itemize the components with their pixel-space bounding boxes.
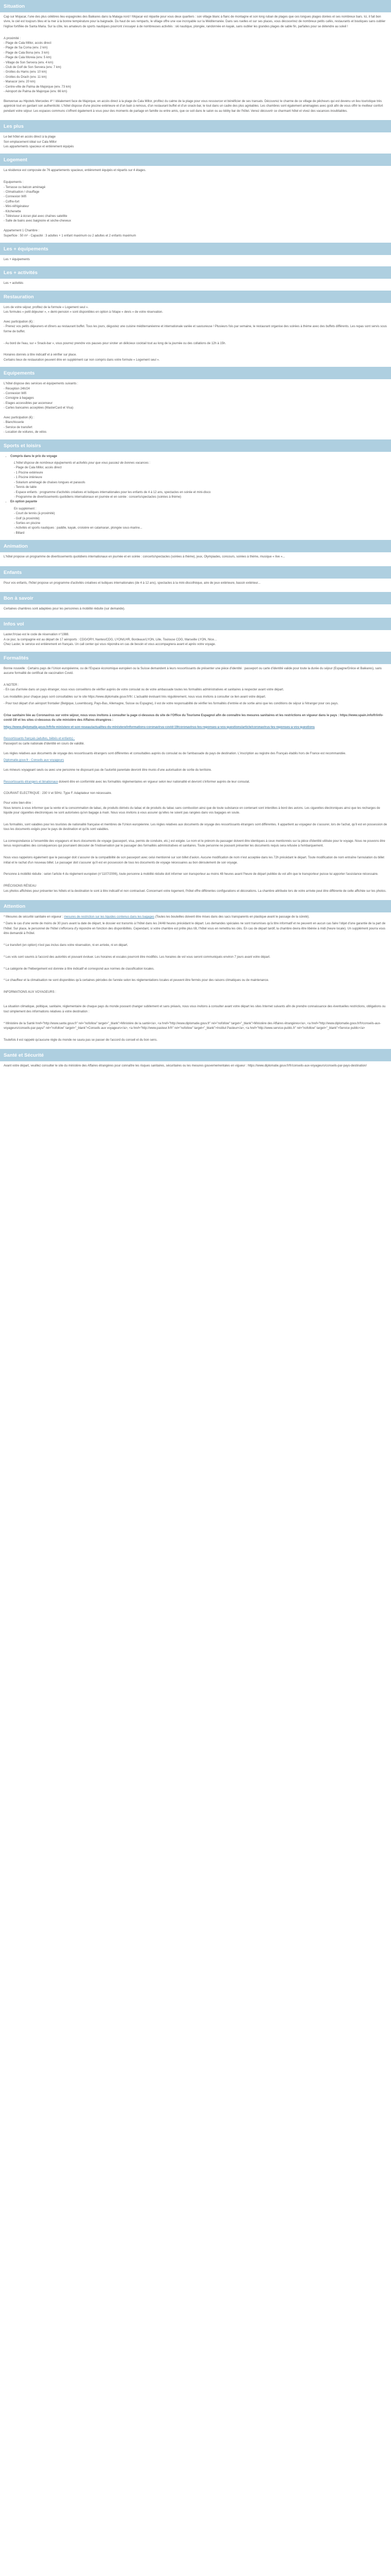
formalites-network-label: PRÉCISIONS RÉSEAU [4, 885, 37, 888]
sports-paid-body [4, 507, 387, 536]
logement-equip-item: - Climatisation / chauffage [4, 190, 40, 194]
section-logement [0, 166, 391, 243]
plus-item: Le bel hôtel en accès direct à la plage [4, 135, 56, 139]
sante-text: Avant votre départ, veuillez consulter le site du ministère des Affaires étrangères pour connaître les risques sanitaires, sécuritaires ou les mesures gouvernementales en vigueur : https://www.diplomatie.gouv.fr/fr/conseils-aux-voyageurs/conseils-par-pays-destination/ [4, 1064, 367, 1068]
equipements-list [4, 387, 387, 411]
sports-included-item: - Solarium aménagé de chaises longues et parasols [14, 481, 86, 484]
sports-included-item: - Plage de Cala Millor, accès direct [14, 466, 62, 470]
sports-paid-item: - Activités et sports nautiques : paddle, kayak, croisière en catamaran, plongée sous-marine... [14, 527, 142, 530]
sports-included-body [4, 461, 387, 500]
proximity-item: - Club de Golf de Son Servera (env. 7 km) [4, 66, 61, 70]
section-header-restauration: Restauration [0, 291, 391, 303]
sports-paid-label: En supplément : [14, 507, 37, 511]
formalites-electricity: COURANT ELECTRIQUE : 230 V et 50Hz. Type F. Adaptateur non nécessaire. [4, 792, 112, 795]
section-infos-vol [0, 630, 391, 651]
section-restauration [0, 303, 391, 367]
section-header-situation: Situation [0, 0, 391, 12]
section-header-formalites: Formalités [0, 652, 391, 664]
sports-included-intro: L'hôtel dispose de nombreux équipements et activités pour que vous passiez de bonnes vacances : [14, 462, 151, 465]
formalites-border-airport: - Pour tout départ d'un aéroport frontalier (Belgique, Luxembourg, Pays-Bas, Allemagne, Suisse ou Espagne), il est de votre responsabilité de vérifier les formalités d'entrée et de sortie ainsi que les conditions de séjour à l'étranger pour ces pays. [4, 702, 339, 706]
section-header-sports: Sports et loisirs [0, 439, 391, 452]
proximity-item: - Grottes du Hams (env. 10 km) [4, 71, 47, 74]
sports-paid-item: - Court de tennis (à proximité) [14, 512, 55, 516]
section-sports [0, 452, 391, 540]
formalites-french-label[interactable]: Ressortissants français (adultes, bébés et enfants) : [4, 737, 75, 741]
formalites-modalites: Les modalités pour chaque pays sont consultables sur le site https://www.diplomatie.gouv.fr/fr/. L'actualité évoluant très régulièrement, nous vous invitons à consulter ce lien avant votre départ. [4, 695, 266, 699]
sports-included-items [14, 466, 387, 500]
plus-equipements-text: Les + équipements [4, 258, 30, 261]
section-enfants [0, 579, 391, 592]
formalites-names: Nous vous rappelons également que le passager doit s'assurer de la compatibilité de son passeport avec celui mentionné sur son billet d'avion. Aucune modification de nom n'est acceptée dans les 72h précédant le départ. Toute modification de nom entraîne l'annulation du billet initial et le rachat d'un nouveau billet. Le passager doit s'assurer qu'il est en possession de tous les documents de voyage nécessaires au bon déroulement de son voyage. [4, 856, 384, 865]
equipements-paid-item: - Service de transfert [4, 426, 32, 429]
proximity-item: - Aéroport de Palma de Majorque (env. 66 km) [4, 90, 67, 94]
attention-links-raw: href="http://www.sante.gouv.fr" rel="nofollow" target="_blank">Ministère de la santé</a>, <a href="http://www.diplomatie.gouv.fr" rel="nofollow" target="_blank">Ministère des Affaires étrangères</a>, <a href="http://www.diplomatie.gouv.fr/fr/conseils-aux-voyageurs/conseils-par-pays/" rel="nofollow" target="_blank">Conseils aux voyageurs</a>, <a href="http://www.pasteur.fr/fr" rel="nofollow" target="_blank">Institut Pasteur</a>, <a href="http://www.service-public.fr" rel="nofollow" target="_blank">Service public</a> [4, 1022, 381, 1030]
attention-climate: * Le chauffeur et la climatisation ne sont disponibles qu'à certaines périodes de l'année selon les réglementations locales et peuvent être fermés pour des raisons climatiques ou de maintenance. [4, 979, 269, 982]
plus-activites-text: Les + activités [4, 282, 24, 285]
formalites-intro: Bonne nouvelle : Certains pays de l'Union européenne, ou de l'Espace économique européen ou la Suisse demandent à leurs ressortissants de présenter une pièce d'identité : passeport ou carte d'identité valide pour toute la durée du séjour (Espagne/Grèce et Baléares), sans aucune formalité de certificat de vaccination Covid. [4, 667, 382, 675]
logement-equip-item: - Salle de bains avec baignoire et sèche-cheveux [4, 219, 71, 223]
logement-equip-list [4, 185, 387, 224]
section-header-plus-equipements: Les + équipements [0, 243, 391, 255]
attention-flights: * Les vols sont soumis à l'accord des autorités et pouvant évoluer. Les horaires et escales pourront être modifiés. Les horaires de vol vous seront communiqués environ 7 jours avant votre départ. [4, 955, 271, 959]
proximity-item: - Manacor (env. 20 km) [4, 80, 36, 84]
attention-common-sense: Toutefois il est rappelé qu'aucune règle du monde ne saura pas se passer de l'accord du conseil et du bon sens. [4, 1038, 158, 1042]
formalites-french-text: Passeport ou carte nationale d'identité en cours de validité. [4, 742, 85, 745]
liquids-restriction-link[interactable]: mesures de restriction sur les liquides contenus dans les bagages [64, 916, 155, 919]
sports-paid-heading: • En option payante [10, 500, 387, 504]
equipements-item: - Réception 24h/24 [4, 387, 30, 391]
proximity-list [4, 41, 387, 94]
attention-liquids-pre: * Mesures de sécurité sanitaire en vigueur : [4, 916, 64, 919]
section-animation [0, 552, 391, 566]
restauration-hours-note: Horaires donnés à titre indicatif et à vérifier sur place. [4, 353, 77, 357]
section-situation [0, 12, 391, 120]
section-header-enfants: Enfants [0, 566, 391, 579]
formalites-validity: Les formalités, sont valables pour les touristes de nationalité française et membres de l'Union européenne. Les règles relatives aux documents de voyage des ressortissants étrangers sont différentes. Il appartient au voyageur de s'assurer, lors de l'achat, qu'il est en possession de tous les documents exigés pour le pays de destination et qu'ils sont valables. [4, 823, 387, 832]
section-header-attention: Attention [0, 900, 391, 912]
plus-item: Les appartements spacieux et entièrement équipés [4, 145, 74, 148]
formalites-minors: Les mineurs voyageant seuls ou avec une personne ne disposant pas de l'autorité parentale devront être munis d'une autorisation de sortie du territoire. [4, 768, 212, 772]
sports-paid-item: - Billard [14, 531, 25, 535]
formalites-covid: Crise sanitaire liée au Coronavirus sur votre séjour, nous vous invitons à consulter la page ci-dessous du site de l'Office du Tourisme Espagnol afin de connaître les mesures sanitaires et les restrictions en vigueur dans le pays : https://www.spain.info/fr/info-covid-19/ et les sites ci-dessous du site ministère des Affaires étrangères : [4, 714, 384, 722]
sports-included-item: - Tennis de table [14, 486, 37, 489]
formalites-network: Les photos affichées pour présenter les hôtels et la destination le sont à titre indicatif et non contractuel. Concernant votre logement, l'hôtel offre différentes configurations et décorations. La chambre attribuée lors de votre arrivée peut être différente de celle affichée sur les photos. [4, 889, 387, 893]
logement-equip-item: - Terrasse ou balcon aménagé [4, 185, 45, 189]
restauration-formula: Lors de votre séjour, profitez de la formule « Logement seul ». [4, 306, 89, 309]
animation-text: L'hôtel propose un programme de divertissements quotidiens internationaux en journée et en soirée : concerts/spectacles (soirées à thème), jeux, Olympiades, concours, soirées à thème, musique « live »... [4, 555, 285, 559]
section-attention [0, 912, 391, 1049]
logement-intro: La résidence est composée de 76 appartements spacieux, entièrement équipés et répartis sur 4 étages. [4, 169, 146, 173]
attention-booking: * Dans le cas d'une vente de moins de 30 jours avant la date de départ, le dossier est transmis à l'hôtel dans les 24/48 heures précédant le départ. Les demandes spéciales ne sont transmises qu'à titre informatif et ne peuvent en aucun cas faire l'objet d'une garantie de la part de l'hôtel. Sur place, le personnel de l'hôtel s'efforcera d'y répondre en fonction des disponibilités. Cependant, si votre chambre est prête plus tôt, l'hôtel vous en remettra les clés. En cas de départ tardif, la chambre devra être libérée à midi (heure locale). Un supplément pourra vous être demandé à l'hôtel. [4, 922, 386, 936]
proximity-item: - Centre-ville de Palma de Majorque (env. 73 km) [4, 85, 71, 89]
sports-included-item: - 1 Piscine intérieure [14, 476, 42, 480]
section-header-equipements: Equipements [0, 367, 391, 379]
equipements-paid-list [4, 420, 387, 435]
logement-equip-label: Equipements : [4, 181, 24, 184]
restauration-snack: - Au bord de l'eau, sur « Snack-bar », vous pourrez prendre vos pauses pour siroter un délicieux cocktail tout au long de la journée ou des collations de 12h à 15h. [4, 342, 226, 345]
equipements-item: - Cartes bancaires acceptées (MasterCard et Visa) [4, 406, 73, 410]
infos-vol-line: A ce jour, la compagnie est au départ de 17 aéroports : CDG/ORY, Nantes/CDG, LYON/LHR, Bordeaux/LYON, Lille, Toulouse CDG, Marseille LYON, Nice… [4, 638, 217, 641]
logement-equip-item: - Connexion Wifi [4, 195, 27, 199]
restauration-buffet: - Prenez vos petits déjeuners et dîners au restaurant buffet. Tous les jours, dégustez une cuisine méditerranéenne et internationale variée et savoureuse ! Plusieurs fois par semaine, le restaurant organise des soirées à thème avec des buffets différents. Les repas sont servis sous forme de buffet. [4, 325, 387, 333]
logement-equip-item: - Téléviseur à écran plat avec chaînes satellite [4, 214, 68, 218]
diplomatie-covid-link[interactable]: https://www.diplomatie.gouv.fr/fr/le-ministere-et-son-reseau/actualites-du-ministere/informations-coronavirus-covid-19/coronavirus-les-reponses-a-vos-questions/article/coronavirus-les-reponses-a-vos-questions [4, 725, 315, 729]
logement-equip-item: - Kitchenette [4, 210, 21, 213]
sports-paid-item: - Sorties en piscine [14, 521, 41, 525]
restauration-supplement-note: Certains lieux de restauration peuvent être en supplément car non compris dans votre formule « Logement seul ». [4, 358, 160, 362]
infos-vol-line: Laster.fr/ciao est le code de réservation n°1988. [4, 633, 70, 637]
restauration-paid-label: Avec participation (€) : [4, 320, 35, 324]
apartment-label: Appartement 1 Chambre : [4, 229, 40, 233]
attention-links [4, 1022, 387, 1031]
formalites-note-label: A NOTER : [4, 683, 19, 687]
formalites-wellbeing-label: Pour votre bien-être : [4, 802, 33, 805]
formalites-wellbeing: Nous tenons à vous informer que la vente et la consommation de tabac, de produits dérivés du tabac et de produits du tabac sans combustion ainsi que de toute substance en contenant sont interdites à bord des avions. Les cigarettes électroniques ainsi que les recharges de liquide pour cigarettes électroniques ne sont autorisées qu'en bagage à main. Nous vous invitons à vous assurer qu'elles ne soient pas rangées dans vos bagages en soute. [4, 806, 380, 815]
infos-vol-line: Chez Laster, le service est entièrement en français. Un call center qui vous répondra en cas de besoin et vous accompagnera avant et après votre voyage. [4, 643, 216, 647]
attention-links-pre: * Ministère de la Santé [4, 1022, 36, 1025]
proximity-item: - Grottes du Drach (env. 11 km) [4, 75, 47, 79]
attention-liquids [4, 915, 387, 920]
sports-included-item: - Espace enfants : programme d'activités créatives et ludiques internationales pour les enfants de 4 à 12 ans, spectacles en soirée et mini-disco [14, 490, 211, 494]
section-header-plus: Les plus [0, 120, 391, 132]
formalites-foreign-text: doivent être en conformité avec les formalités réglementaires en vigueur selon leur nationalité et devront s'informer auprès de leur consulat. [58, 780, 250, 784]
formalites-foreign-nationals [4, 780, 387, 785]
plus-item: Son emplacement idéal sur Cala Millor [4, 140, 57, 144]
situation-hotel-description: Bienvenue au Hipotels Mercedes 4* ! Idéalement face de Majorque, en accès direct à la plage de Cala Millor, profitez du calme de la plage pour vous ressourcer et bénéficier de ses transats. Découvrez le charme de ce village de pêcheurs qui est devenu un lieu touristique très apprécié tout en gardant son authenticité. L'hôtel dispose d'une piscine extérieure et d'un bain à remous, d'un restaurant buffet et d'un snack-bar, le tout dans un cadre des plus agréables. Les chambres sont également aménagées avec goût afin de vous offrir le meilleur confort pendant votre séjour. Les espaces communs s'offrent également à vous pour des moments de partage en famille ou entre amis, que ce soit dans le salon ou au lobby bar de l'hôtel. Venez découvrir ce charmant hôtel et vivez des vacances inoubliables. [4, 99, 383, 113]
section-formalites [0, 664, 391, 900]
enfants-text: Pour vos enfants, l'hôtel propose un programme d'activités créatives et ludiques internationales (de 4 à 12 ans), spectacles à la mini-discothèque, aire de jeux extérieure, bassin extérieur... [4, 581, 260, 585]
attention-liquids-post: (Toutes les bouteilles doivent être mises dans des sacs transparents en plastique avant le passage de la sûreté). [154, 916, 310, 919]
section-sante [0, 1061, 391, 1075]
proximity-item: - Plage de Cala Millor, accès direct [4, 42, 52, 45]
section-header-sante: Santé et Sécurité [0, 1049, 391, 1061]
sports-paid-item: - Golf (à proximité) [14, 517, 40, 520]
formalites-foreign-label[interactable]: Ressortissants étrangers et binationaux [4, 780, 58, 784]
equipements-item: - Connexion Wifi [4, 392, 27, 396]
equipements-intro: L'hôtel dispose des services et équipements suivants : [4, 382, 78, 386]
logement-equip-item: - Coffre-fort [4, 200, 20, 204]
situation-intro: Cap sur Mojacar, l'une des plus célèbres lieu espagnoles des Baléares dans la Malaga nord ! Mojacar est répartie pour vous deux quartiers : son village blanc à flanc de montagne et son long ruban de plages que ces longues plages dorées et ses nombreux bars. Ici, il fait bon vivre, le ciel est toujours bleu et la mer à la bonne température pour la baignade. Du haut de ses remparts, le village offre une vue incroyable sur la Méditerranée. Dans ses ruelles et sur ses places, vous découvrirez de nombreux petits cafés, restaurants et boutiques sans oublier l'église fortifiée de Santa Maria. Sur la côte, les amateurs de sports nautiques pourront s'essayer à de nombreuses activités : ski nautique, plongée, randonnée en kayak, sans oublier les grandes plages de sable fin, parfaites pour se détendre au soleil ! [4, 15, 386, 28]
logement-equip-item: - Mini-réfrigérateur [4, 205, 29, 209]
proximity-item: - Plage de Sa Coma (env. 2 km) [4, 46, 48, 50]
section-bon-a-savoir [0, 604, 391, 618]
formalites-prm: Personne à mobilité réduite : selon l'article 4 du règlement européen (n°1107/2006), toute personne à mobilité réduite doit informer son transporteur au moins 48 heures avant l'heure de départ publiée du vol afin que le transporteur puisse lui apporter l'assistance nécessaire. [4, 873, 379, 876]
sports-included-item: - 1 Piscine extérieure [14, 471, 43, 474]
sports-paid-list [4, 500, 387, 504]
equipements-paid-item: - Blanchisserie [4, 421, 24, 425]
section-plus [0, 132, 391, 154]
sports-included-item: - Programme de divertissements quotidiens internationaux en journée et en soirée : concerts/spectacles (soirées à thème) [14, 495, 182, 499]
sports-paid-items [14, 512, 387, 536]
apartment-description: Superficie : 50 m² - Capacité : 3 adultes + 1 enfant maximum ou 2 adultes et 2 enfants maximum [4, 234, 136, 238]
sports-included-list [4, 454, 387, 459]
bon-a-savoir-text: Certaines chambres sont adaptées pour les personnes à mobilité réduite (sur demande). [4, 607, 125, 611]
proximity-item: - Village de Son Servera (env. 4 km) [4, 61, 54, 64]
formalites-covid-link[interactable] [4, 725, 387, 730]
section-plus-equipements [0, 255, 391, 266]
section-header-infos-vol: Infos vol [0, 618, 391, 630]
proximity-label: A proximité : [4, 37, 21, 40]
formalites-documents: La correspondance à l'ensemble des voyageurs et leurs documents de voyage (passeport, visa, permis de conduire, etc.) est exigée. Le nom et le prénom du passager doivent être identiques à ceux mentionnés sur la pièce d'identité utilisée pour le voyage. Nous ne pouvons être tenus responsables des conséquences qui pourraient découler de l'inobservation par le passager des formalités administratives et sanitaires. Toute personne ne pouvant présenter les documents requis sera refusée à l'embarquement. [4, 840, 385, 848]
formalites-foreign-rules: Les règles relatives aux documents de voyage des ressortissants étrangers sont différentes et consultables auprès du consulat ou de l'ambassade du pays de destination. L'inscription au registre des Français établis hors de France est recommandée. [4, 752, 346, 755]
proximity-item: - Plage de Cala Moreia (env. 5 km) [4, 56, 52, 60]
equipements-item: - Consigne à bagages [4, 397, 34, 400]
sports-included-heading: • Compris dans le prix du voyage [10, 454, 387, 459]
section-header-bon-a-savoir: Bon à savoir [0, 592, 391, 604]
proximity-item: - Plage de Cala Bona (env. 3 km) [4, 51, 50, 55]
section-header-plus-activites: Les + activités [0, 266, 391, 279]
attention-category: * La catégorie de l'hébergement est donnée à titre indicatif et correspond aux normes de classification locales. [4, 967, 155, 971]
formalites-consulate: - En cas d'arrivée dans un pays étranger, nous vous conseillons de vérifier auprès de votre consulat ou de votre ambassade toutes les formalités administratives et sanitaires à respecter avant votre départ. [4, 688, 284, 692]
equipements-paid-item: - Location de voitures, de vélos [4, 431, 47, 434]
equipements-paid-label: Avec participation (€) : [4, 416, 35, 420]
section-header-animation: Animation [0, 540, 391, 552]
attention-travelers-label: INFORMATIONS AUX VOYAGEURS : [4, 991, 56, 994]
section-plus-activites [0, 279, 391, 290]
section-equipements [0, 379, 391, 439]
attention-transfer: * Le transfert (en option) n'est pas inclus dans votre réservation, ni en arrivée, ni en départ. [4, 944, 128, 947]
section-header-logement: Logement [0, 154, 391, 166]
equipements-item: - Etages accessibles par ascenseur [4, 401, 53, 405]
diplomatie-conseils-link[interactable]: Diplomatie.gouv.fr - Conseils aux voyageurs [4, 759, 64, 762]
attention-situation: La situation climatique, politique, sanitaire, réglementaire de chaque pays du monde pouvant changer subitement et sans préavis, nous vous invitons à consulter avant votre départ les sites Internet suivants afin de prendre connaissance des éventuelles restrictions, obligations ou tout simplement des informations relatives à votre destination : [4, 1005, 386, 1013]
restauration-options: Les formules « petit déjeuner », « demi-pension » sont disponibles en option à l'étape « devis » de votre réservation. [4, 311, 164, 314]
